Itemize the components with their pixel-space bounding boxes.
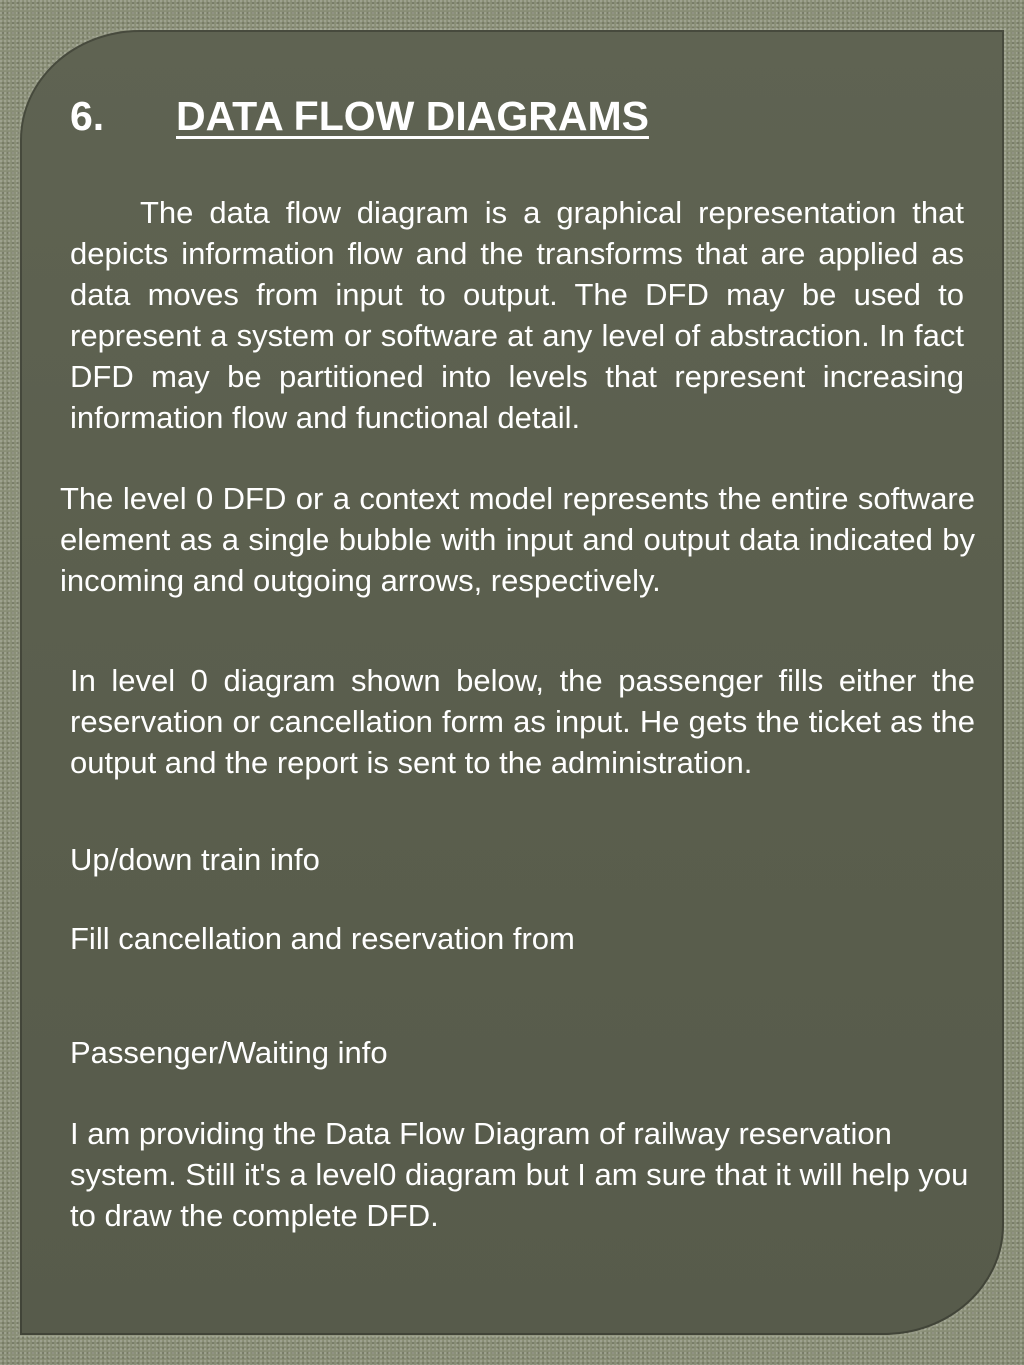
section-number: 6.	[70, 93, 105, 139]
example-paragraph: In level 0 diagram shown below, the passenger fills either the reservation or cancellation form as input. He gets the ticket as the output and the report is sent to the administration.	[70, 663, 975, 780]
train-info-label: Up/down train info	[70, 842, 320, 877]
closing-paragraph: I am providing the Data Flow Diagram of railway reservation system. Still it's a level0 diagram but I am sure that it will help you to draw the complete DFD.	[70, 1116, 969, 1233]
intro-paragraph: The data flow diagram is a graphical representation that depicts information flow and the transforms that are applied as data moves from input to output. The DFD may be used to represent a system or software at any level of abstraction. In fact DFD may be partitioned into levels that represent increasing information flow and functional detail.	[70, 195, 964, 435]
passenger-info-label: Passenger/Waiting info	[70, 1035, 388, 1070]
section-title: DATA FLOW DIAGRAMS	[176, 93, 649, 139]
fill-form-label: Fill cancellation and reservation from	[70, 921, 575, 956]
level0-paragraph: The level 0 DFD or a context model represents the entire software element as a single bubble with input and output data indicated by incoming and outgoing arrows, respectively.	[60, 481, 975, 598]
slide-heading	[70, 92, 649, 140]
